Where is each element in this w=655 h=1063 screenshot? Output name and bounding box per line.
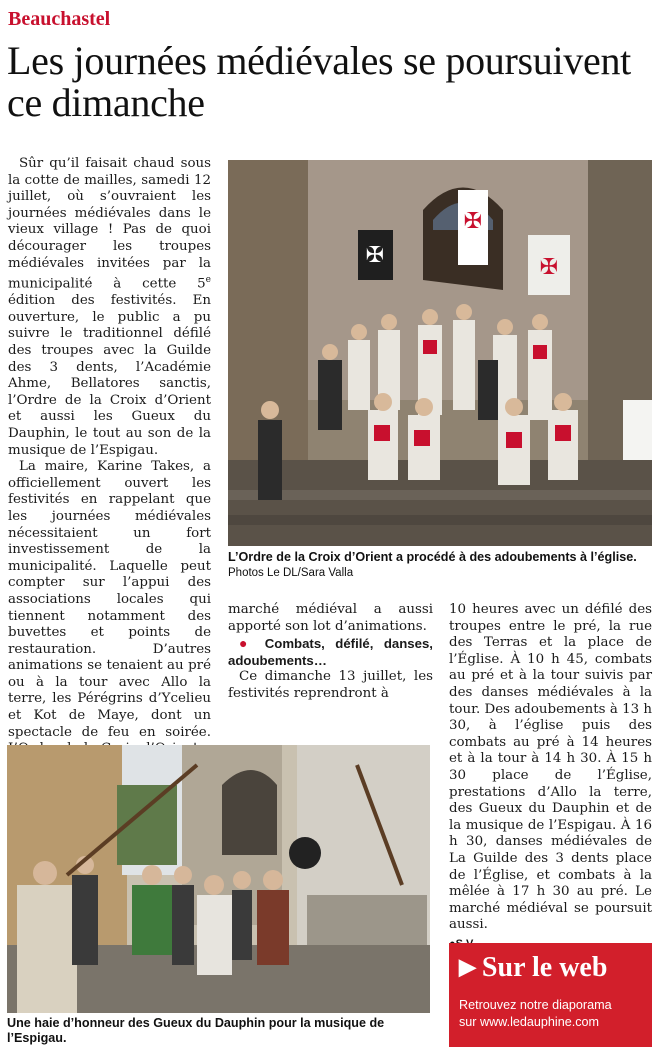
photo-2-caption	[7, 1016, 430, 1046]
web-promo-text	[459, 997, 649, 1031]
paragraph-3: marché médiéval a aussi apporté son lot d’animations.	[228, 602, 433, 634]
photo-knights-church-illustration	[228, 160, 652, 546]
article-column-1	[8, 156, 211, 791]
ordinal-suffix: e	[205, 275, 211, 286]
svg-text:✠: ✠	[463, 209, 483, 234]
photo-gueux-procession	[7, 745, 430, 1013]
photo-1-caption	[228, 550, 652, 581]
headline: Les journées médiévales se poursuivent ce dimanche	[7, 38, 631, 125]
svg-text:✠: ✠	[539, 255, 559, 280]
kicker: Beauchastel	[8, 8, 111, 30]
paragraph-1-text-a: Sûr qu’il faisait chaud sous la cotte de mailles, samedi 12 juillet, où s’ouvraient les journées médiévales dans le vieux village ! Pas de quoi décourager les troupes médiévales invitées par la municipalité à cette 5	[8, 156, 211, 292]
subheading	[228, 635, 433, 669]
photo-credit: Photos Le DL/Sara Valla	[228, 567, 354, 579]
subheading-text: Combats, défilé, danses, adoubements…	[228, 636, 433, 668]
paragraph-1	[8, 156, 211, 459]
article-column-2	[228, 602, 433, 703]
photo-gueux-procession-illustration	[7, 745, 430, 1013]
web-promo-title-text: Sur le web	[481, 952, 608, 983]
web-promo-box[interactable]	[449, 943, 652, 1047]
web-promo-link[interactable]: sur www.ledauphine.com	[459, 1015, 600, 1029]
web-promo-line-1: Retrouvez notre diaporama	[459, 998, 612, 1012]
play-triangle-icon: ▶	[459, 954, 476, 979]
paragraph-5: 10 heures avec un défilé des troupes entre le pré, la rue des Terras et la place de l’Église. À 10 h 45, combats au pré et à la tour suivis par des danses médiévales à la tour. Des adoubements à 13 h 30, à l’église puis des combats au pré à 14 heures et à la tour à 14 h 30. À 15 h 30 place de l’Église, prestations d’Allo la terre, des Gueux du Dauphin et de la musique de l’Espigau. À 16 h 30, danses médiévales de La Guilde des 3 dents place de l’Église, et combats à la mêlée à 17 h 30 au pré. Le marché médiéval se poursuit aussi.	[449, 602, 652, 933]
photo-knights-church	[228, 160, 652, 546]
red-dot-icon: ●	[239, 635, 255, 652]
web-promo-title[interactable]	[459, 949, 607, 986]
svg-text:✠: ✠	[365, 243, 385, 268]
paragraph-4: Ce dimanche 13 juillet, les festivités reprendront à	[228, 669, 433, 701]
photo-1-caption-text: L’Ordre de la Croix d’Orient a procédé à des adoubements à l’église.	[228, 550, 637, 564]
paragraph-1-text-b: édition des festivités. En ouverture, le public a pu suivre le traditionnel défilé des troupes avec la Guilde des 3 dents, l’Académie Ahme, Bellatores sanctis, l’Ordre de la Croix d’Orient et aussi les Gueux du Dauphin, le tout au son de la musique de l’Espigau.	[8, 293, 211, 458]
article-column-3	[449, 602, 652, 952]
paragraph-2: La maire, Karine Takes, a officiellement ouvert les festivités en rappelant que les journées médiévales nécessitaient un fort investissement de la municipalité. Laquelle peut compter sur l’appui des associations locales qui tiennent notamment des buvettes et points de restauration. D’autres animations se tenaient au pré ou à la tour avec Allo la terre, les Pérégrins d’Ycelieu et Kot de Maye, dont un spectacle de feu en soirée.	[8, 459, 211, 740]
photo-2-caption-text: Une haie d’honneur des Gueux du Dauphin pour la musique de l’Espigau.	[7, 1016, 385, 1045]
